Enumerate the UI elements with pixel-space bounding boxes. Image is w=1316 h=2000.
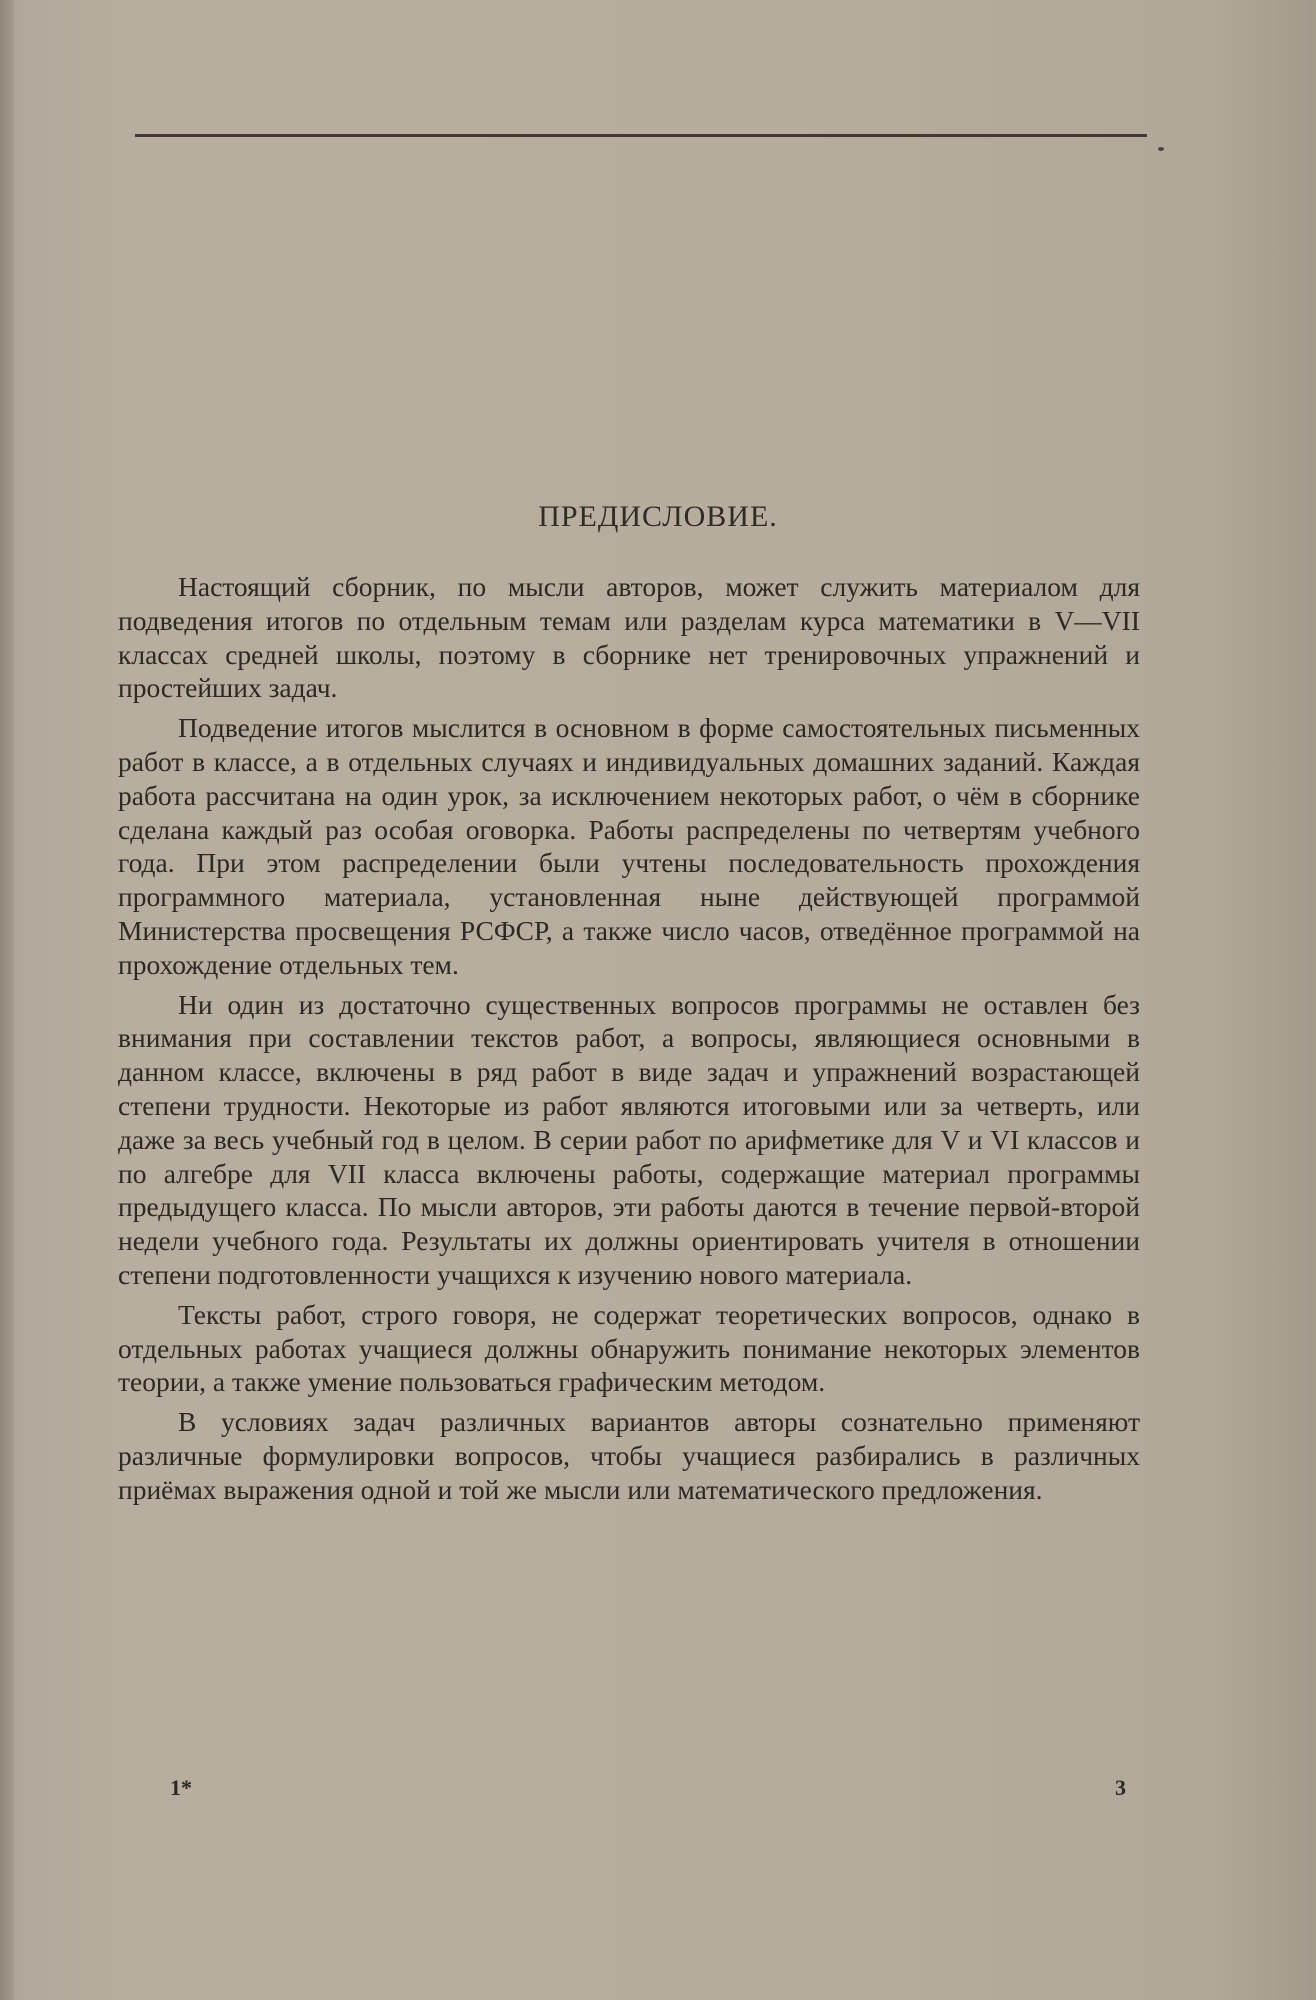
ink-speck [1158, 147, 1164, 151]
paragraph-4: Тексты работ, строго говоря, не содержат теоретических вопросов, однако в отдельных работах учащиеся должны обнаружить понимание некоторых элементов теории, а также умение пользоваться графическим методом. [118, 1298, 1140, 1398]
page-binding-edge [0, 0, 14, 2000]
preface-body [118, 570, 1140, 1513]
paragraph-3: Ни один из достаточно существенных вопросов программы не оставлен без внимания при составлении текстов работ, а вопросы, являющиеся основными в данном классе, включены в ряд работ в виде задач и упражнений возрастающей степени трудности. Некоторые из работ являются итоговыми или за четверть, или даже за весь учебный год в целом. В серии работ по арифметике для V и VI классов и по алгебре для VII класса включены работы, содержащие материал программы предыдущего класса. По мысли авторов, эти работы даются в течение первой-второй недели учебного года. Результаты их должны ориентировать учителя в отношении степени подготовленности учащихся к изучению нового материала. [118, 988, 1140, 1290]
top-rule [135, 134, 1147, 137]
signature-mark: 1* [170, 1775, 192, 1800]
paragraph-2: Подведение итогов мыслится в основном в форме самостоятельных письменных работ в классе, а в отдельных случаях и индивидуальных домашних заданий. Каждая работа рассчитана на один урок, за исключением некоторых работ, о чём в сборнике сделана каждый раз особая оговорка. Работы распределены по четвертям учебного года. При этом распределении были учтены последовательность прохождения программного материала, установленная ныне действующей программой Министерства просвещения РСФСР, а также число часов, отведённое программой на прохождение отдельных тем. [118, 712, 1140, 980]
paragraph-1: Настоящий сборник, по мысли авторов, может служить материалом для подведения итогов по отдельным темам или разделам курса математики в V—VII классах средней школы, поэтому в сборнике нет тренировочных упражнений и простейших задач. [118, 571, 1140, 704]
paragraph-5: В условиях задач различных вариантов авторы сознательно применяют различные формулировки вопросов, чтобы учащиеся разбирались в различных приёмах выражения одной и той же мысли или математического предложения. [118, 1406, 1140, 1505]
page-number: 3 [1115, 1775, 1126, 1800]
page-title: ПРЕДИСЛОВИЕ. [538, 500, 778, 533]
